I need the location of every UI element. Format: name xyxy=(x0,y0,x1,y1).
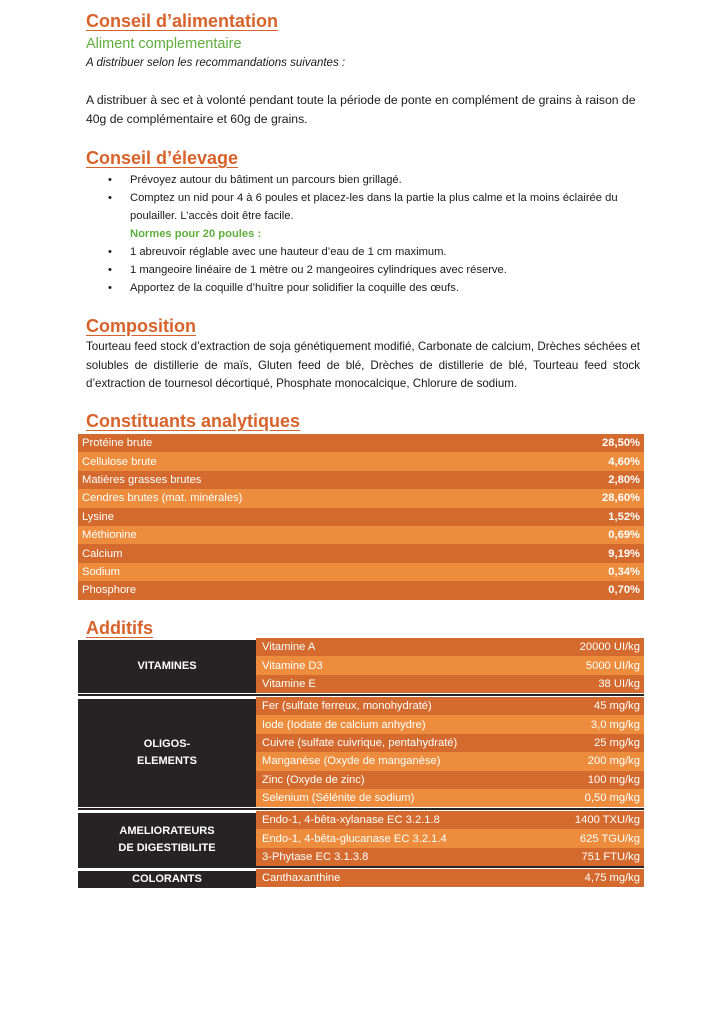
row-value: 9,19% xyxy=(608,547,640,560)
row-label: Canthaxanthine xyxy=(262,872,341,885)
group-divider xyxy=(78,808,644,810)
table-row xyxy=(256,734,644,752)
row-label: Endo-1, 4-bêta-xylanase EC 3.2.1.8 xyxy=(262,814,440,827)
row-label: Fer (sulfate ferreux, monohydraté) xyxy=(262,700,432,713)
row-label: Calcium xyxy=(82,547,123,560)
row-label: Selenium (Sélénite de sodium) xyxy=(262,792,415,805)
row-label: Iode (Iodate de calcium anhydre) xyxy=(262,718,426,731)
table-row xyxy=(256,869,644,887)
table-row xyxy=(78,489,644,507)
row-value: 0,69% xyxy=(608,529,640,542)
table-row xyxy=(256,638,644,656)
table-row xyxy=(256,811,644,829)
list-item: • Comptez un nid pour 4 à 6 poules et placez-les dans la partie la plus calme et la moins éclairée du poulailler. L’accès doit être facile. xyxy=(86,189,646,225)
row-label: Vitamine A xyxy=(262,641,316,654)
additif-group xyxy=(78,697,644,807)
row-label: Vitamine D3 xyxy=(262,659,323,672)
alimentation-paragraph: A distribuer à sec et à volonté pendant toute la période de ponte en complément de grains à raison de 40g de complémentaire et 60g de grains. xyxy=(86,93,636,126)
list-item: • Apportez de la coquille d’huître pour solidifier la coquille des œufs. xyxy=(86,279,646,297)
table-row xyxy=(256,697,644,715)
section-title-elevage: Conseil d’élevage xyxy=(86,148,239,168)
additif-group xyxy=(78,811,644,866)
group-label: OLIGOS- ELEMENTS xyxy=(78,697,256,807)
row-label: Protéine brute xyxy=(82,437,153,450)
group-divider xyxy=(78,694,644,696)
row-label: Lysine xyxy=(82,510,114,523)
table-row xyxy=(78,544,644,562)
row-label: Matières grasses brutes xyxy=(82,473,202,486)
group-label: COLORANTS xyxy=(78,869,256,888)
group-divider xyxy=(78,866,644,868)
table-row xyxy=(256,715,644,733)
table-row xyxy=(256,656,644,674)
list-item: • 1 mangeoire linéaire de 1 mètre ou 2 mangeoires cylindriques avec réserve. xyxy=(86,261,646,279)
row-value: 1,52% xyxy=(608,510,640,523)
constituants-table xyxy=(78,434,644,600)
row-value: 0,34% xyxy=(608,565,640,578)
table-row xyxy=(256,789,644,807)
row-value: 0,70% xyxy=(608,584,640,597)
table-row xyxy=(256,752,644,770)
row-value: 28,60% xyxy=(602,492,640,505)
row-label: Vitamine E xyxy=(262,677,316,690)
row-value: 1400 TXU/kg xyxy=(574,814,640,827)
table-row xyxy=(78,471,644,489)
distribution-note: A distribuer selon les recommandations suivantes : xyxy=(86,57,346,69)
table-row xyxy=(256,848,644,866)
row-label: Zinc (Oxyde de zinc) xyxy=(262,773,365,786)
row-value: 38 UI/kg xyxy=(598,677,640,690)
table-row xyxy=(256,829,644,847)
row-value: 4,75 mg/kg xyxy=(584,872,640,885)
normes-label: Normes pour 20 poules : xyxy=(130,228,262,240)
bullet-icon: • xyxy=(108,192,112,204)
additif-group xyxy=(78,869,644,888)
table-row xyxy=(78,526,644,544)
row-label: Méthionine xyxy=(82,529,137,542)
list-item: • Prévoyez autour du bâtiment un parcours bien grillagé. xyxy=(86,171,646,189)
section-title-composition: Composition xyxy=(86,316,196,336)
row-label: 3-Phytase EC 3.1.3.8 xyxy=(262,850,369,863)
bullet-icon: • xyxy=(108,246,112,258)
row-value: 3,0 mg/kg xyxy=(590,718,640,731)
row-value: 4,60% xyxy=(608,455,640,468)
list-item: • 1 abreuvoir réglable avec une hauteur d’eau de 1 cm maximum. xyxy=(86,243,646,261)
bullet-icon: • xyxy=(108,264,112,276)
row-label: Cendres brutes (mat. minérales) xyxy=(82,492,243,505)
section-title-constituants: Constituants analytiques xyxy=(86,411,301,431)
row-value: 100 mg/kg xyxy=(587,773,640,786)
row-value: 45 mg/kg xyxy=(593,700,640,713)
group-label: VITAMINES xyxy=(78,638,256,693)
table-row xyxy=(78,452,644,470)
subtitle-aliment: Aliment complementaire xyxy=(86,36,242,52)
row-value: 2,80% xyxy=(608,473,640,486)
section-title-alimentation: Conseil d’alimentation xyxy=(86,11,279,31)
table-row xyxy=(256,771,644,789)
row-value: 0,50 mg/kg xyxy=(584,792,640,805)
row-value: 200 mg/kg xyxy=(587,755,640,768)
section-title-additifs: Additifs xyxy=(86,618,153,638)
row-label: Phosphore xyxy=(82,584,137,597)
row-value: 5000 UI/kg xyxy=(585,659,640,672)
row-value: 28,50% xyxy=(602,437,640,450)
additif-group xyxy=(78,638,644,693)
group-label: AMELIORATEURS DE DIGESTIBILITE xyxy=(78,811,256,866)
row-label: Manganèse (Oxyde de manganèse) xyxy=(262,755,441,768)
elevage-list xyxy=(86,171,646,297)
row-value: 625 TGU/kg xyxy=(579,832,640,845)
table-row xyxy=(78,581,644,599)
table-row xyxy=(78,434,644,452)
row-label: Endo-1, 4-bêta-glucanase EC 3.2.1.4 xyxy=(262,832,447,845)
row-value: 20000 UI/kg xyxy=(579,641,640,654)
table-row xyxy=(78,563,644,581)
row-label: Cellulose brute xyxy=(82,455,157,468)
row-label: Sodium xyxy=(82,565,120,578)
row-value: 751 FTU/kg xyxy=(581,850,640,863)
table-row xyxy=(256,675,644,693)
row-label: Cuivre (sulfate cuivrique, pentahydraté) xyxy=(262,736,458,749)
bullet-icon: • xyxy=(108,174,112,186)
row-value: 25 mg/kg xyxy=(593,736,640,749)
composition-text: Tourteau feed stock d’extraction de soja génétiquement modifié, Carbonate de calcium, Drèches séchées et solubles de distillerie de maïs, Gluten feed de blé, Drèches de distillerie de blé, Tourteau feed stock d’extraction de tournesol décortiqué, Phosphate monocalcique, Chlorure de sodium. xyxy=(86,340,640,391)
bullet-icon: • xyxy=(108,282,112,294)
table-row xyxy=(78,508,644,526)
